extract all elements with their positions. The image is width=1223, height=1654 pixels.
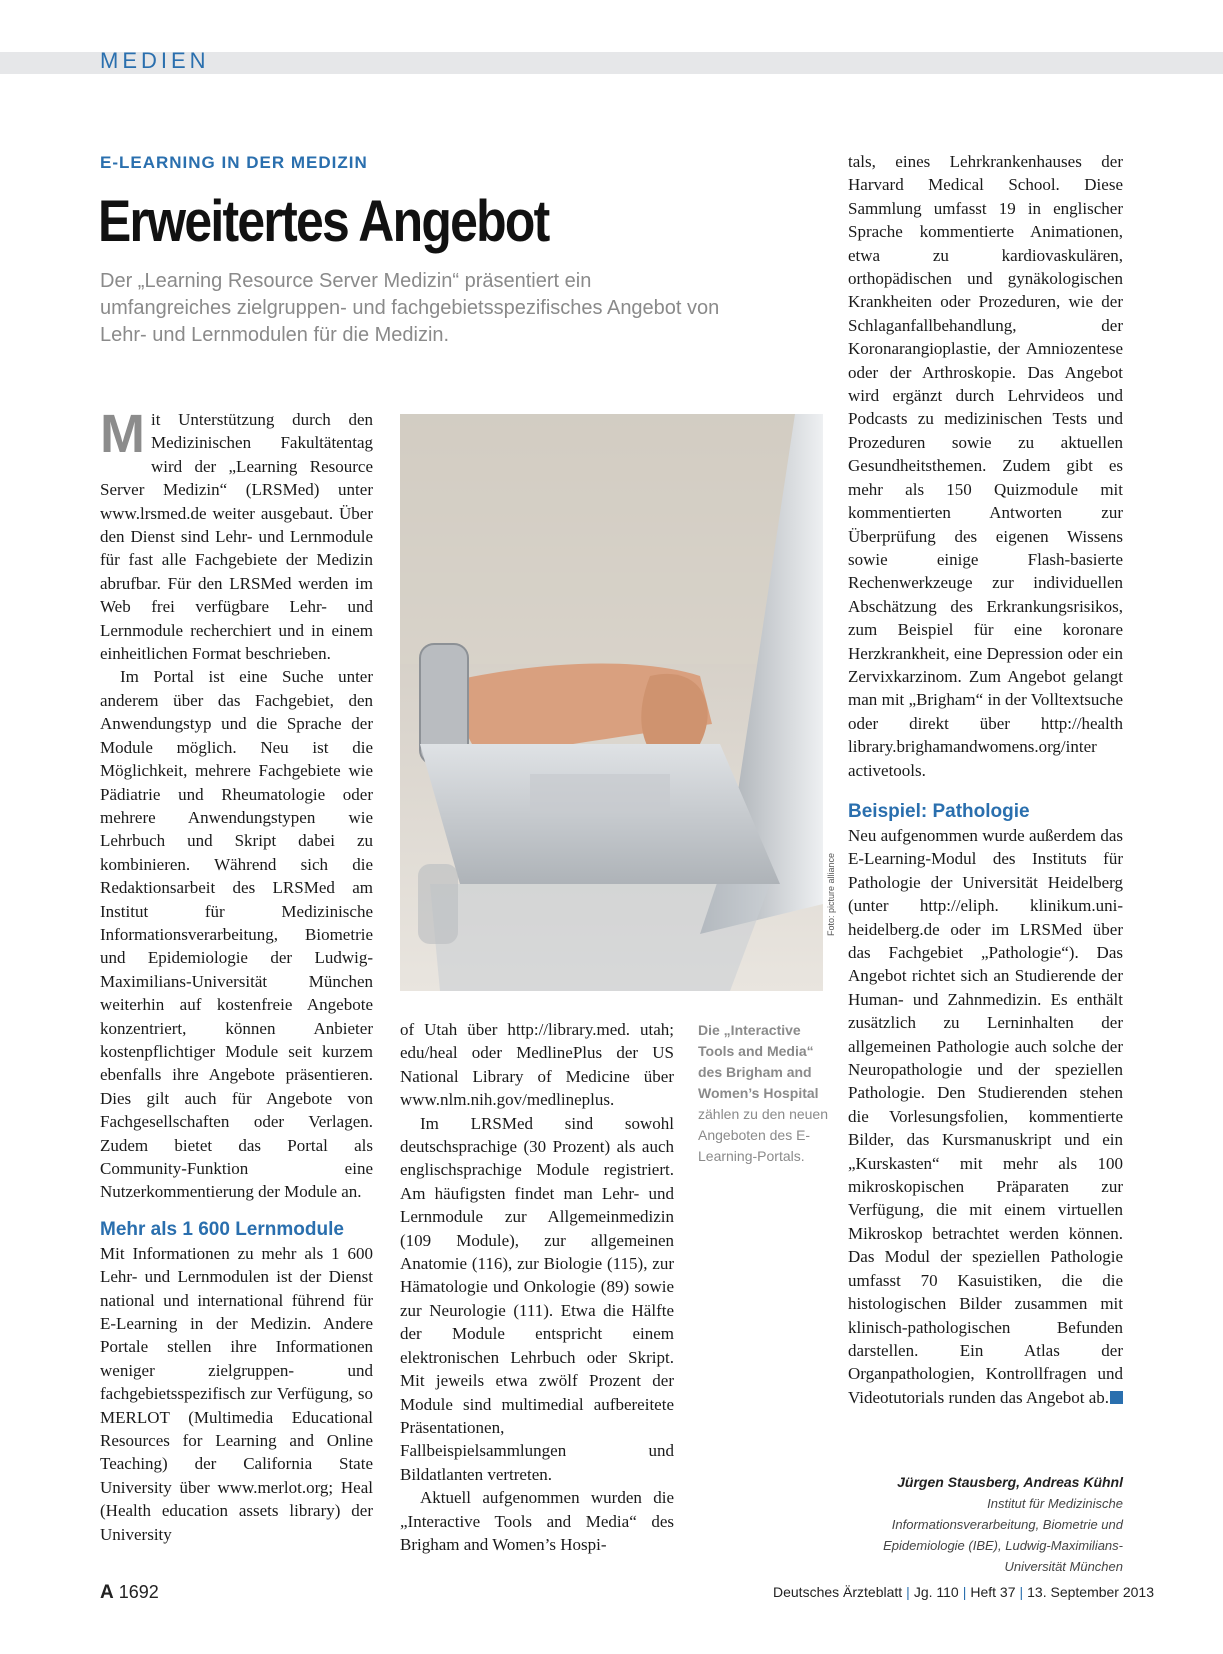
paragraph-6: Aktuell aufgenommen wurden die „Interactive Tools and Media“ des Brigham and Women’s Hospi- <box>400 1488 674 1554</box>
paragraph-4: of Utah über http://library.med. utah; edu/heal oder MedlinePlus der US National Library of Medicine über www.nlm.nih.gov/medlineplus. <box>400 1020 674 1110</box>
journal-footer <box>773 1584 1154 1600</box>
journal-issue: Heft 37 <box>970 1584 1016 1600</box>
article-photo <box>400 414 823 991</box>
caption-bold: Die „Interactive Tools and Media“ des Brigham and Women’s Hospital <box>698 1022 819 1101</box>
separator-icon: | <box>906 1584 910 1600</box>
subheading-pathologie: Beispiel: Pathologie <box>848 800 1030 822</box>
journal-name: Deutsches Ärzteblatt <box>773 1584 903 1600</box>
photo-credit: Foto: picture alliance <box>826 852 836 936</box>
paragraph-2: Im Portal ist eine Suche unter anderem über das Fachgebiet, den Anwendungstyp und die Sprache der Module möglich. Neu ist die Möglichkeit, mehrere Fachgebiete wie Pädiatrie und Rheumatologie oder mehrere Anwendungstypen wie Lehrbuch und Skript dabei zu kombinieren. Während sich die Redaktionsarbeit des LRSMed am Institut für Medizinische Informationsverarbeitung, Biometrie und Epidemiologie der Ludwig-Maximilians-Universität München weiterhin auf kostenfreie Angebote konzentriert, können Anbieter kostenpflichtiger Module seit kurzem ebenfalls ihre Angebote präsentieren. Dies gilt auch für Angebote von Fachgesellschaften oder Verlagen. Zudem bietet das Portal als Community-Funktion eine Nutzerkommentierung der Module an. <box>100 667 373 1202</box>
laptop-photo-illustration <box>400 414 823 991</box>
article-title: Erweitertes Angebot <box>98 189 549 254</box>
article-lead: Der „Learning Resource Server Medizin“ präsentiert ein umfangreiches zielgruppen- und fachgebietsspezifisches Angebot von Lehr- und Lernmodulen für die Medizin. <box>100 270 720 346</box>
subheading-lernmodule: Mehr als 1 600 Lernmodule <box>100 1218 344 1240</box>
page-number-value: 1692 <box>118 1582 159 1602</box>
paragraph-8 <box>848 824 1123 1409</box>
separator-icon: | <box>962 1584 967 1600</box>
author-affiliation: Institut für Medizinische Informationsverarbeitung, Biometrie und Epidemiologie (IBE), Ludwig-Maximilians-Universität München <box>883 1496 1123 1574</box>
page-number <box>100 1582 159 1604</box>
paragraph-3: Mit Informationen zu mehr als 1 600 Lehr- und Lernmodulen ist der Dienst national und international führend für E-Learning in der Medizin. Andere Portale stellen ihre Informationen weniger zielgruppen- und fachgebietsspezifisch zur Verfügung, so MERLOT (Multimedia Educational Resources for Learning and Online Teaching) der California State University über www.merlot.org; Heal (Health education assets library) der University <box>100 1243 373 1544</box>
paragraph-8-text: Neu aufgenommen wurde außerdem das E-Learning-Modul des Instituts für Pathologie der Universität Heidelberg (unter http://eliph. klinikum.uni-heidelberg.de oder im LRSMed über das Fachgebiet „Pathologie“). Das Angebot richtet sich an Studierende der Human- und Zahnmedizin. Es enthält zusätzlich zu Lerninhalten der allgemeinen Pathologie auch solche der Neuropathologie und der speziellen Pathologie. Den Studierenden stehen die Vorlesungsfolien, kommentierte Bilder, das Kursmanuskript und ein „Kurskasten“ mit mehr als 100 mikroskopischen Präparaten zur Verfügung, die mit einem virtuellen Mikroskop betrachtet werden können. Das Modul der speziellen Pathologie umfasst 70 Kasuistiken, die die histologischen Bilder zusammen mit klinisch-pathologischen Befunden darstellen. Ein Atlas der Organpathologien, Kontrollfragen und Videotutorials runden das Angebot ab. <box>848 825 1123 1407</box>
article-kicker: E-LEARNING IN DER MEDIZIN <box>100 153 368 172</box>
journal-volume: Jg. 110 <box>913 1584 959 1600</box>
dropcap: M <box>100 404 145 464</box>
caption-text: zählen zu den neuen Angeboten des E-Learning-Portals. <box>698 1106 828 1164</box>
paragraph-5: Im LRSMed sind sowohl deutschsprachige (30 Prozent) als auch englischsprachige Module registriert. Am häufigsten findet man Lehr- und Lernmodule zur Allgemeinmedizin (109 Module), zur allgemeinen Anatomie (116), zur Biologie (115), zur Hämatologie und Onkologie (89) sowie zur Neurologie (111). Etwa die Hälfte der Module entspricht einem elektronischen Lehrbuch oder Skript. Mit jeweils etwa zwölf Prozent der Module sind multimedial aufbereitete Präsentationen, Fallbeispielsammlungen und Bildatlanten vertreten. <box>400 1113 674 1484</box>
journal-date: 13. September 2013 <box>1027 1584 1154 1600</box>
section-label: MEDIEN <box>100 48 210 73</box>
author-names: Jürgen Stausberg, Andreas Kühnl <box>897 1474 1123 1490</box>
photo-caption <box>698 1020 828 1167</box>
text-column-2 <box>400 1018 674 1556</box>
page-prefix: A <box>100 1582 114 1603</box>
text-column-1 <box>100 404 373 1546</box>
author-block <box>848 1472 1123 1577</box>
paragraph-1-text: it Unterstützung durch den Medizinischen Fakultätentag wird der „Learning Resource Server Medizin“ (LRSMed) unter www.lrsmed.de weiter ausgebaut. Über den Dienst sind Lehr- und Lernmodule für fast alle Fachgebiete der Medizin abrufbar. Für den LRSMed werden im Web frei verfügbare Lehr- und Lernmodule recherchiert und in einem einheitlichen Format beschrieben. <box>100 410 373 664</box>
text-column-3 <box>848 150 1123 1409</box>
paragraph-intro <box>100 404 373 665</box>
paragraph-7: tals, eines Lehrkrankenhauses der Harvard Medical School. Diese Sammlung umfasst 19 in englischer Sprache kommentierte Animationen, etwa zu kardiovaskulären, orthopädischen und gynäkologischen Krankheiten oder Prozeduren, wie der Schlaganfallbehandlung, der Koronarangioplastie, der Amniozentese oder der Arthroskopie. Das Angebot wird ergänzt durch Lehrvideos und Podcasts zu medizinischen Tests und Prozeduren sowie zu aktuellen Gesundheitsthemen. Zudem gibt es mehr als 150 Quizmodule mit kommentierten Antworten zur Überprüfung des eigenen Wissens sowie einige Flash-basierte Rechenwerkzeuge zur individuellen Abschätzung des Erkrankungsrisikos, zum Beispiel für eine koronare Herzkrankheit, eine Depression oder ein Zervixkarzinom. Zum Angebot gelangt man mit „Brigham“ in der Volltextsuche oder direkt über http://health library.brighamandwomens.org/inter activetools. <box>848 152 1123 780</box>
end-mark-icon <box>1110 1391 1123 1404</box>
separator-icon: | <box>1019 1584 1024 1600</box>
